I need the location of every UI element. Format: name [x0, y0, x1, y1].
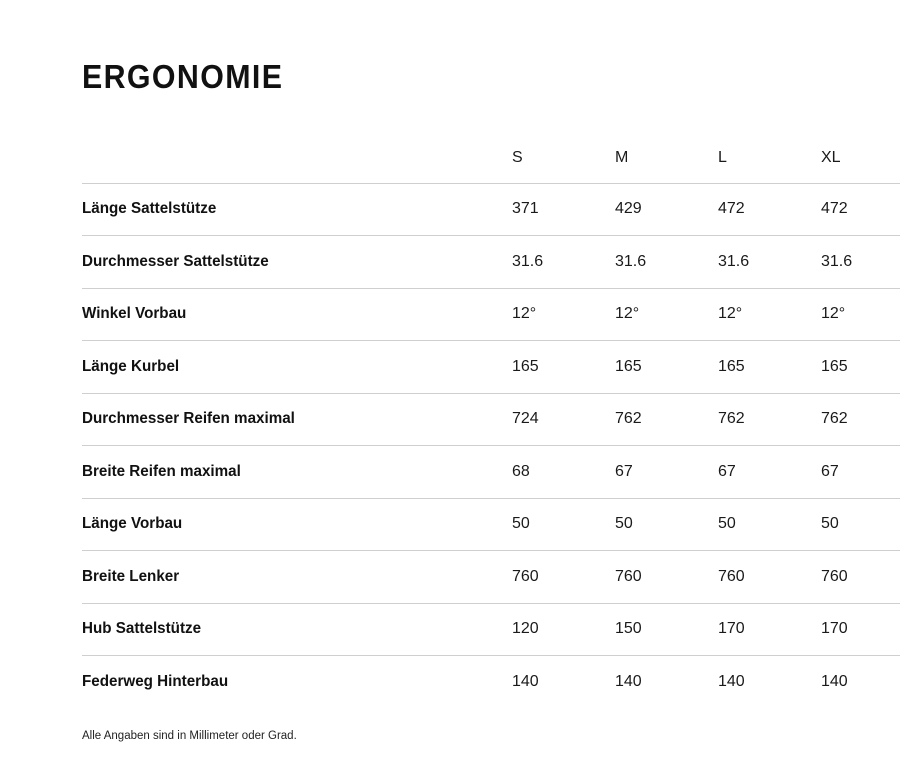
value-cell: 760: [821, 551, 900, 604]
value-cell: 31.6: [512, 236, 615, 289]
size-header-s: S: [512, 130, 615, 183]
value-cell: 140: [512, 673, 539, 690]
value-cell: 50: [512, 498, 615, 551]
row-label: Durchmesser Reifen maximal: [82, 393, 491, 446]
header-label-cell: [82, 130, 512, 183]
value-cell: 170: [718, 603, 821, 656]
table-row: [82, 341, 900, 394]
value-cell: 67: [615, 446, 718, 499]
value-cell: 165: [512, 341, 615, 394]
row-label: Länge Sattelstütze: [82, 183, 491, 236]
value-cell: 472: [718, 183, 821, 236]
value-cell: 150: [615, 603, 718, 656]
row-label: Federweg Hinterbau: [82, 673, 229, 690]
page-title: ERGONOMIE: [82, 58, 284, 95]
value-cell: 429: [615, 183, 718, 236]
row-label: Länge Vorbau: [82, 498, 491, 551]
value-cell: 762: [615, 393, 718, 446]
value-cell: 371: [512, 183, 615, 236]
value-cell: 165: [615, 341, 718, 394]
value-cell: 762: [821, 393, 900, 446]
value-cell: 31.6: [821, 236, 900, 289]
row-label: Hub Sattelstütze: [82, 603, 491, 656]
value-cell: 50: [821, 498, 900, 551]
table-row: [82, 446, 900, 499]
table-row: [82, 288, 900, 341]
size-header-l: L: [718, 130, 821, 183]
row-label: Breite Lenker: [82, 551, 491, 604]
table-row: [82, 498, 900, 551]
value-cell: 140: [615, 673, 642, 690]
value-cell: 50: [615, 498, 718, 551]
value-cell: 50: [718, 498, 821, 551]
value-cell: 760: [718, 551, 821, 604]
value-cell: 12°: [821, 288, 900, 341]
value-cell: 724: [512, 393, 615, 446]
value-cell: 67: [718, 446, 821, 499]
table-row: [82, 656, 900, 709]
value-cell: 31.6: [615, 236, 718, 289]
table-row: [82, 603, 900, 656]
table-row: [82, 183, 900, 236]
value-cell: 68: [512, 446, 615, 499]
size-header-xl: XL: [821, 130, 900, 183]
geometry-table: [82, 130, 900, 708]
value-cell: 67: [821, 446, 900, 499]
value-cell: 165: [821, 341, 900, 394]
row-label: Breite Reifen maximal: [82, 446, 491, 499]
value-cell: 12°: [718, 288, 821, 341]
row-label: Durchmesser Sattelstütze: [82, 236, 491, 289]
value-cell: 170: [821, 603, 900, 656]
table-row: [82, 236, 900, 289]
table-row: [82, 551, 900, 604]
footnote: Alle Angaben sind in Millimeter oder Grad.: [82, 730, 297, 742]
value-cell: 140: [821, 673, 848, 690]
size-header-m: M: [615, 130, 718, 183]
value-cell: 12°: [615, 288, 718, 341]
table-row: [82, 393, 900, 446]
value-cell: 762: [718, 393, 821, 446]
value-cell: 165: [718, 341, 821, 394]
value-cell: 31.6: [718, 236, 821, 289]
value-cell: 760: [512, 551, 615, 604]
value-cell: 140: [718, 673, 745, 690]
value-cell: 760: [615, 551, 718, 604]
value-cell: 120: [512, 603, 615, 656]
value-cell: 12°: [512, 288, 615, 341]
value-cell: 472: [821, 183, 900, 236]
table-header-row: [82, 130, 900, 183]
row-label: Länge Kurbel: [82, 341, 491, 394]
row-label: Winkel Vorbau: [82, 288, 491, 341]
